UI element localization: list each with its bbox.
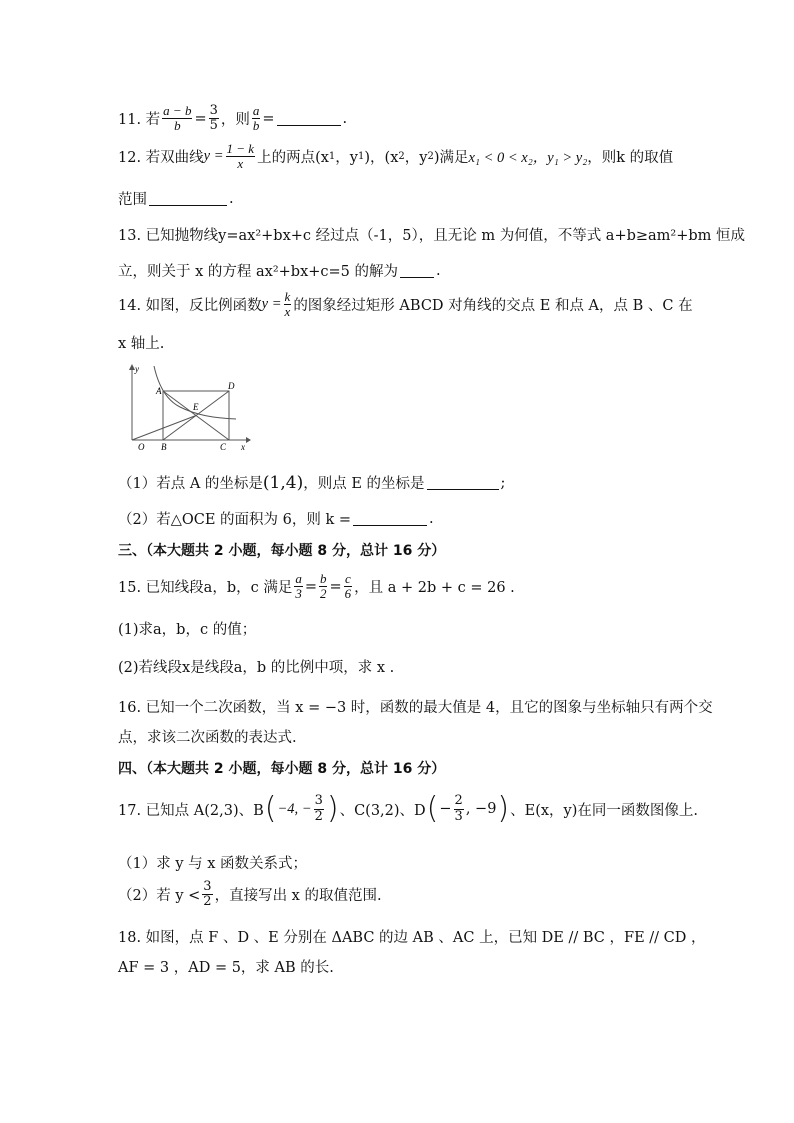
question-15-sub-2: (2)若线段x是线段a，b 的比例中项，求 x . xyxy=(118,660,395,676)
label-e: E xyxy=(193,402,199,412)
question-13-line-2: 立，则关于 x 的方程 ax²+bx+c=5 的解为 . xyxy=(118,262,441,280)
q11-fraction-3: $\frac{a}{b}$ xyxy=(252,103,260,134)
q11-text: 11. 若 xyxy=(118,112,161,129)
question-12-line-2: 范围 . xyxy=(118,190,234,208)
question-14-sub-2: （2）若△OCE 的面积为 6，则 k = . xyxy=(118,510,434,528)
section-4-heading: 四、（本大题共 2 小题，每小题 8 分，总计 16 分） xyxy=(118,761,446,777)
segment-oe xyxy=(132,416,196,441)
question-14-line-1: 14. 如图，反比例函数 y = $\frac{k}{x}$ 的图象经过矩形 ABCD 对角线的交点 E 和点 A，点 B 、C 在 xyxy=(118,289,693,320)
label-a: A xyxy=(156,386,162,396)
label-y: y xyxy=(135,364,139,374)
q14-fraction: $\frac{k}{x}$ xyxy=(284,289,291,320)
question-14-line-2: x 轴上. xyxy=(118,336,165,352)
question-17-sub-2: （2）若 y < $\frac{3}{2}$ ，直接写出 x 的取值范围. xyxy=(118,879,382,910)
q12-fraction: $\frac{1 - k}{x}$ xyxy=(226,141,255,172)
question-17-sub-1: （1）求 y 与 x 函数关系式； xyxy=(118,856,308,872)
question-13-line-1: 13. 已知抛物线y=ax²+bx+c 经过点（-1，5），且无论 m 为何值，不等式 a+b≥am²+bm 恒成 xyxy=(118,228,746,244)
label-d: D xyxy=(228,381,235,391)
label-b: B xyxy=(161,442,167,452)
q14-sub1-answer-blank[interactable] xyxy=(427,475,499,490)
q13-answer-blank[interactable] xyxy=(400,263,434,278)
q12-answer-blank[interactable] xyxy=(149,191,227,206)
question-17-line-1: 17. 已知点 A(2,3)、B ( −4, − $\frac{3}{2}$ ) 、C(3,2)、D ( − $\frac{2}{3}$ , −9 ) 、E(x，y)在同一函数图像上. xyxy=(118,791,699,826)
question-14-sub-1: （1）若点 A 的坐标是 (1,4) ，则点 E 的坐标是 ; xyxy=(118,472,506,493)
question-18-line-2: AF = 3 ，AD = 5，求 AB 的长. xyxy=(118,960,334,976)
q14-figure xyxy=(118,362,253,452)
q14-sub2-answer-blank[interactable] xyxy=(353,511,427,526)
section-3-heading: 三、（本大题共 2 小题，每小题 8 分，总计 16 分） xyxy=(118,543,446,559)
q11-fraction-1: $\frac{a - b}{b}$ xyxy=(163,103,192,134)
label-x: x xyxy=(241,442,245,452)
q11-answer-blank[interactable] xyxy=(277,111,341,126)
label-c: C xyxy=(220,442,227,452)
question-15-sub-1: (1)求a，b，c 的值； xyxy=(118,622,257,638)
question-15-line-1: 15. 已知线段a，b，c 满足 $\frac{a}{3}$ = $\frac{b}{2}$ = $\frac{c}{6}$ ，且 a + 2b + c = 26 . xyxy=(118,571,515,602)
label-o: O xyxy=(138,442,145,452)
question-16-line-1: 16. 已知一个二次函数，当 x = −3 时，函数的最大值是 4，且它的图象与坐标轴只有两个交 xyxy=(118,700,713,716)
x-axis-arrow-icon xyxy=(246,437,251,443)
q11-fraction-2: $\frac{3}{5}$ xyxy=(209,103,218,134)
question-12-line-1: 12. 若双曲线 y = $\frac{1 - k}{x}$ 上的两点(x 1 ，y 1 )，(x 2 ，y 2 )满足 x₁ < 0 < x₂，y₁ > y₂ ，则k 的取值 xyxy=(118,141,674,172)
question-16-line-2: 点，求该二次函数的表达式. xyxy=(118,730,297,746)
question-11: 11. 若 $\frac{a - b}{b}$ = $\frac{3}{5}$ ，则 $\frac{a}{b}$ = . xyxy=(118,103,348,134)
question-18-line-1: 18. 如图，点 F 、D 、E 分别在 ΔABC 的边 AB 、AC 上，已知 DE // BC ，FE // CD ， xyxy=(118,930,706,946)
